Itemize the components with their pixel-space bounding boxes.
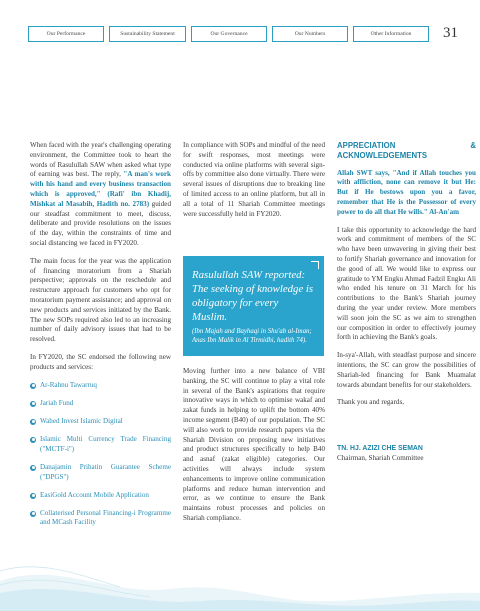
bullet-icon bbox=[30, 383, 36, 389]
corner-bracket-icon bbox=[311, 261, 319, 269]
tab-our-governance[interactable]: Our Governance bbox=[191, 26, 267, 42]
bullet-icon bbox=[30, 419, 36, 425]
paragraph-text: When faced with the year's challenging operating environment, the Committee took to heart the words of Rasulullah SAW when asked what type of earning was best. The reply, bbox=[30, 141, 171, 179]
list-item bbox=[30, 435, 171, 455]
list-item-label: EasiGold Account Mobile Application bbox=[40, 490, 149, 499]
services-list bbox=[30, 381, 171, 529]
column-2 bbox=[183, 141, 325, 227]
pull-quote-source: (Ibn Majah and Bayhaqi in Shu'ab al-Iman; Anas Ibn Malik in Al Tirmidhi, hadith 74). bbox=[192, 328, 312, 344]
pull-quote-text: Rasulullah SAW reported: The seeking of knowledge is obligatory for every Muslim. bbox=[192, 269, 314, 323]
list-item bbox=[30, 381, 171, 391]
section-nav bbox=[28, 26, 429, 42]
bullet-icon bbox=[30, 465, 36, 471]
list-item bbox=[30, 417, 171, 427]
signatory-name: TN. HJ. AZIZI CHE SEMAN bbox=[337, 445, 423, 453]
bullet-icon bbox=[30, 493, 36, 499]
section-heading: APPRECIATION & ACKNOWLEDGEMENTS bbox=[337, 141, 476, 160]
bullet-icon bbox=[30, 437, 36, 443]
list-item-label: Collaterised Personal Financing-i Programme and MCash Facility bbox=[40, 508, 171, 527]
list-item-label: Wahed Invest Islamic Digital bbox=[40, 416, 123, 425]
decorative-wave bbox=[0, 541, 480, 611]
pull-quote bbox=[183, 256, 324, 356]
list-item-label: Islamic Multi Currency Trade Financing ("MCTF-i") bbox=[40, 434, 171, 453]
page-number: 31 bbox=[443, 25, 458, 41]
quran-verse: Allah SWT says, "And if Allah touches you with affliction, none can remove it but He: But if He bestows upon you a favor, remember that He is the Possessor of every power to do all that He wills." Al-An'am bbox=[337, 168, 476, 216]
list-item-label: Jariah Fund bbox=[40, 398, 74, 407]
bullet-icon bbox=[30, 511, 36, 517]
tab-our-performance[interactable]: Our Performance bbox=[28, 26, 104, 42]
list-item-label: Ar-Rahnu Tawarruq bbox=[40, 380, 97, 389]
paragraph: In FY2020, the SC endorsed the following new products and services: bbox=[30, 352, 171, 371]
list-item bbox=[30, 491, 171, 501]
paragraph: In compliance with SOPs and mindful of the need for swift responses, most meetings were conducted via online platforms with several sign-offs by committee also done virtually. There were several issues of disruptions due to breaking line of limited access to an online platform, but all in all a total of 11 Shariah Committee meetings were successfully held in FY2020. bbox=[183, 141, 325, 218]
tab-other-information[interactable]: Other Information bbox=[353, 26, 429, 42]
paragraph: In-sya'-Allah, with steadfast purpose and sincere intentions, the SC can grow the possibilities of Shariah-led financing for Bank Muamalat towards abundant benefits for our stakeholders. bbox=[337, 351, 476, 389]
column-2-continued bbox=[183, 367, 325, 524]
list-item bbox=[30, 463, 171, 483]
paragraph: The main focus for the year was the application of financing moratorium from a Shariah perspective; approvals on the reschedule and restructure approach for customers who opt for moratorium payment assistance; and approval on new products and services initiated by the Bank. The new SOPs required also led to an increasing number of daily advisory issues that had to be resolved. bbox=[30, 256, 171, 344]
paragraph: Thank you and regards, bbox=[337, 398, 404, 407]
signatory-title: Chairman, Shariah Committee bbox=[337, 453, 424, 462]
list-item-label: Danajamin Prihatin Guarantee Scheme ("DPGS") bbox=[40, 462, 171, 481]
paragraph bbox=[30, 141, 171, 249]
paragraph: Moving further into a new balance of VBI banking, the SC will continue to play a vital role in several of the Bank's aspirations that require innovative ways in which to optimise wakaf and zakat funds in helping to uplift the bottom 40% income segment (B40) of our population. The SC will also work to provide research papers via the Shariah Division on proposing new initiatives and product structures specifically to help B40 and asnaf (zakat eligible) categories. Our activities will always include system enhancements to improve online communication platforms and reduce human intervention and error, as we continue to ensure the Bank maintains robust processes and policies on Shariah compliance. bbox=[183, 367, 325, 522]
bullet-icon bbox=[30, 401, 36, 407]
column-3 bbox=[337, 141, 476, 464]
tab-our-numbers[interactable]: Our Numbers bbox=[272, 26, 348, 42]
paragraph-text: guided our steadfast commitment to meet, discuss, deliberate and provide resolutions on the issues of the day, within the constraints of time and social distancing we faced in FY2020. bbox=[30, 199, 171, 247]
tab-sustainability-statement[interactable]: Sustainability Statement bbox=[109, 26, 186, 42]
list-item bbox=[30, 509, 171, 529]
column-1 bbox=[30, 141, 171, 537]
hadith-quote: "A man's work with his hand and every business transaction which is approved," (Rafi' ibn Khadij, Mishkat al Masabih, Hadith no. 2783) bbox=[30, 170, 171, 208]
list-item bbox=[30, 399, 171, 409]
paragraph: I take this opportunity to acknowledge the hard work and commitment of members of the SC who have been unwavering in giving their best to fortify Shariah governance and innovation for the good of all. We would like to express our gratitude to YM Engku Ahmad Fadzil Engku Ali who ended his tenure on 31 March for his contributions to the Bank's Shariah journey during the year under review. More members will soon join the SC as we aim to strengthen our composition in order to effectively journey forth in achieving the Bank's goals. bbox=[337, 225, 476, 342]
